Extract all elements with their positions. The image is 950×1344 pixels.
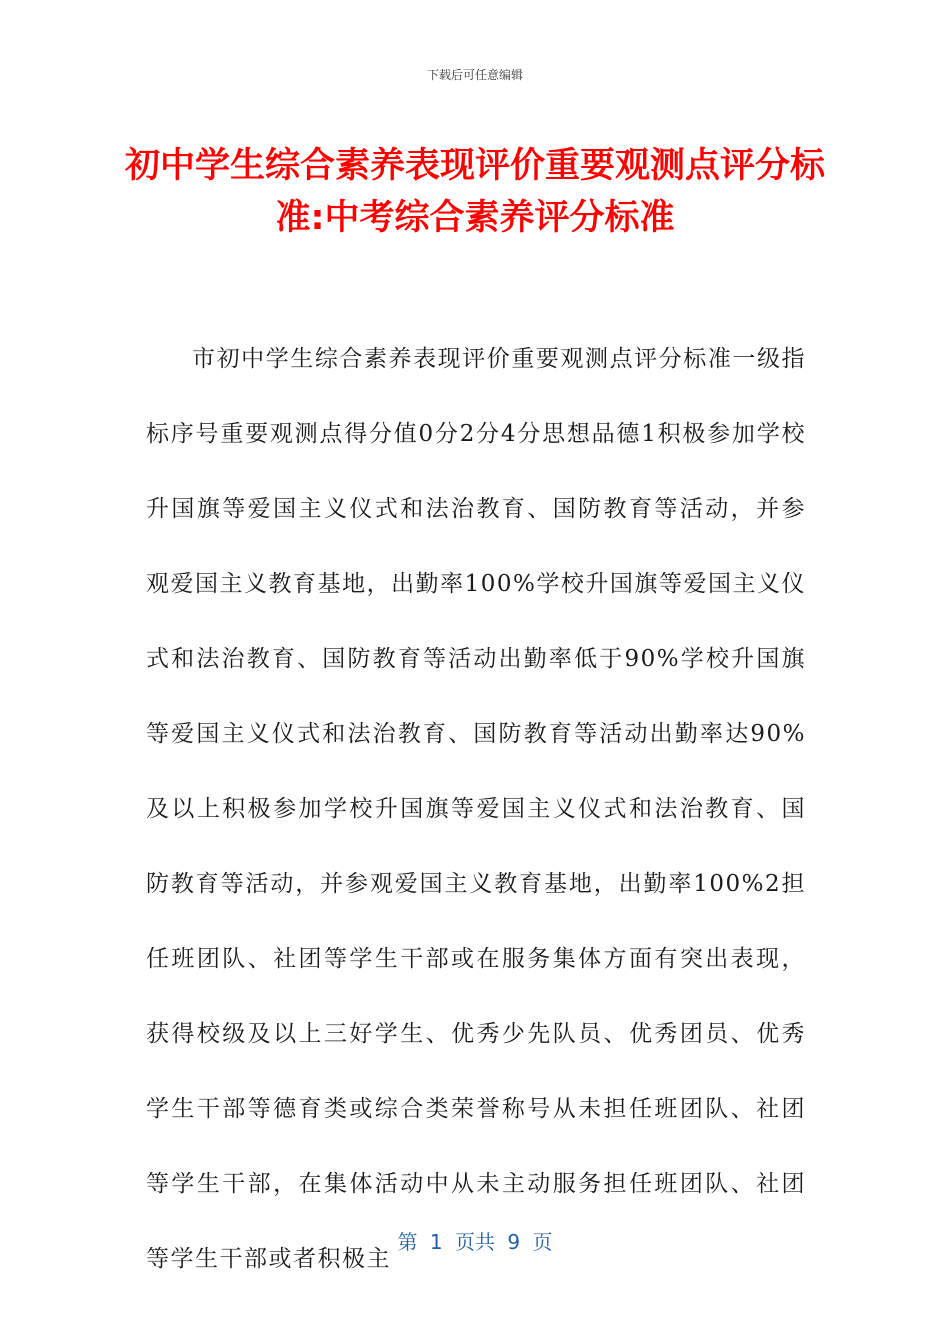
header-note: 下载后可任意编辑: [426, 68, 523, 82]
document-title: 初中学生综合素养表现评价重要观测点评分标准:中考综合素养评分标准: [124, 146, 825, 238]
page-footer: [0, 1226, 950, 1255]
footer-suffix: 页: [532, 1230, 553, 1254]
footer-middle: 页共: [455, 1230, 495, 1254]
footer-prefix: 第: [397, 1230, 418, 1254]
current-page-number: 1: [429, 1230, 443, 1254]
body-paragraph: 市初中学生综合素养表现评价重要观测点评分标准一级指标序号重要观测点得分值0分2分4分思想品德1积极参加学校升国旗等爱国主义仪式和法治教育、国防教育等活动，并参观爱国主义教育基地，出勤率100%学校升国旗等爱国主义仪式和法治教育、国防教育等活动出勤率低于90%学校升国旗等爱国主义仪式和法治教育、国防教育等活动出勤率达90%及以上积极参加学校升国旗等爱国主义仪式和法治教育、国防教育等活动，并参观爱国主义教育基地，出勤率100%2担任班团队、社团等学生干部或在服务集体方面有突出表现，获得校级及以上三好学生、优秀少先队员、优秀团员、优秀学生干部等德育类或综合类荣誉称号从未担任班团队、社团等学生干部，在集体活动中从未主动服务担任班团队、社团等学生干部或者积极主: [146, 346, 806, 1272]
total-pages-number: 9: [507, 1230, 521, 1254]
